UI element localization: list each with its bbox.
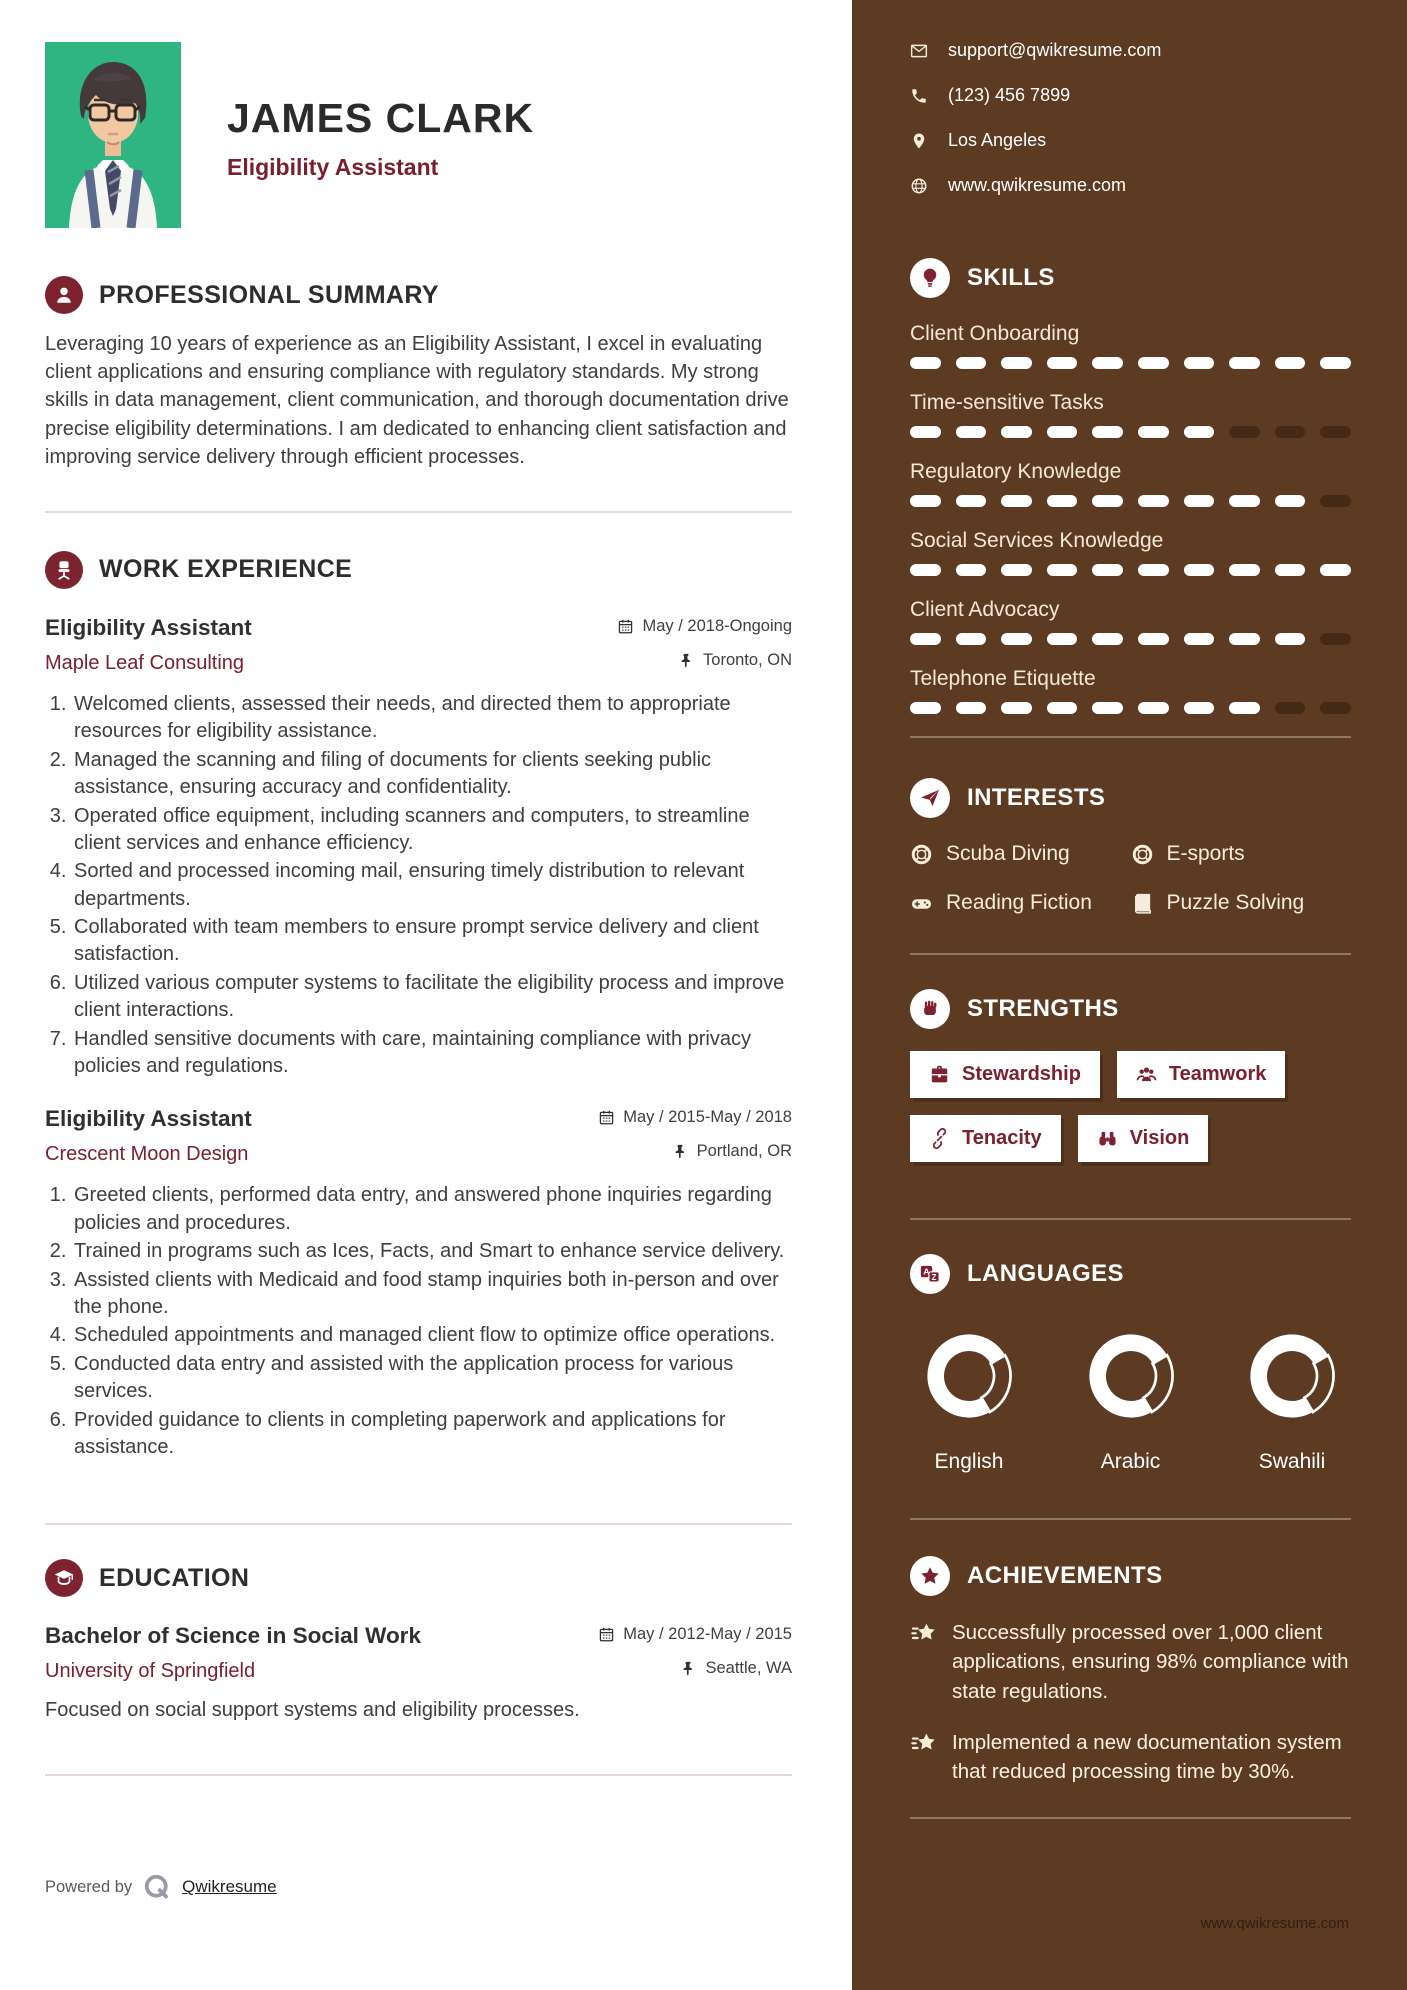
job-title: Eligibility Assistant <box>45 614 252 640</box>
skill-dash <box>1047 702 1078 714</box>
profile-photo <box>45 42 181 228</box>
skill-dash <box>1229 702 1260 714</box>
skill-dash <box>1320 633 1351 645</box>
language-donut-chart <box>1240 1324 1344 1428</box>
skill-dash <box>1320 426 1351 438</box>
office-chair-icon <box>45 551 83 589</box>
education-location: Seattle, WA <box>680 1659 792 1678</box>
pushpin-icon <box>680 1660 697 1677</box>
language-item: English <box>910 1324 1028 1474</box>
divider <box>45 511 792 513</box>
skill-dash <box>1184 564 1215 576</box>
qwikresume-link[interactable]: Qwikresume <box>182 1877 277 1897</box>
paper-plane-icon <box>910 778 950 818</box>
strength-item: Vision <box>1078 1115 1209 1162</box>
section-languages <box>910 1254 1351 1294</box>
strength-icon <box>929 1064 950 1085</box>
language-item: Swahili <box>1233 1324 1351 1474</box>
strength-icon <box>1136 1064 1157 1085</box>
job-list <box>45 615 792 1461</box>
skill-dash <box>1229 495 1260 507</box>
skill-dash <box>1320 702 1351 714</box>
user-icon <box>45 276 83 314</box>
job-bullet: 3. Assisted clients with Medicaid and food stamp inquiries both in-person and over the phone. <box>72 1267 792 1322</box>
achievement-item: Successfully processed over 1,000 client applications, ensuring 98% compliance with state regulations. <box>910 1618 1351 1706</box>
section-skills <box>910 258 1351 298</box>
job-bullet-list <box>45 691 792 1080</box>
strength-icon <box>1097 1128 1118 1149</box>
job-location: Toronto, ON <box>678 651 792 670</box>
job-bullet: 2. Managed the scanning and filing of documents for clients seeking public assistance, ensuring accuracy and confidentiality. <box>72 747 792 802</box>
star-icon <box>910 1556 950 1596</box>
strength-icon <box>929 1128 950 1149</box>
skill-dash <box>1184 357 1215 369</box>
job-entry <box>45 615 792 1080</box>
section-heading: ACHIEVEMENTS <box>967 1562 1163 1589</box>
contact-icon <box>910 132 928 150</box>
skill-dash <box>1047 495 1078 507</box>
skill-dash <box>1138 633 1169 645</box>
skill-dash <box>956 495 987 507</box>
identity-header <box>45 42 792 228</box>
skill-dash <box>1001 357 1032 369</box>
skill-dash <box>1047 357 1078 369</box>
job-bullet-list <box>45 1182 792 1461</box>
education-note: Focused on social support systems and eligibility processes. <box>45 1699 580 1722</box>
contact-list <box>910 40 1351 196</box>
job-bullet: 6. Provided guidance to clients in completing paperwork and applications for assistance. <box>72 1407 792 1462</box>
section-heading: LANGUAGES <box>967 1260 1124 1287</box>
sidebar-divider <box>910 736 1351 738</box>
section-heading: SKILLS <box>967 264 1055 291</box>
lightbulb-icon <box>910 258 950 298</box>
skill-dash <box>910 633 941 645</box>
skills-list <box>910 322 1351 714</box>
job-company: Maple Leaf Consulting <box>45 651 245 674</box>
strength-item: Tenacity <box>910 1115 1061 1162</box>
section-heading: EDUCATION <box>99 1563 250 1592</box>
degree-title: Bachelor of Science in Social Work <box>45 1623 421 1649</box>
strength-item: Teamwork <box>1117 1051 1285 1098</box>
sidebar-divider <box>910 1817 1351 1819</box>
sidebar <box>852 0 1407 1990</box>
achievement-item: Implemented a new documentation system that reduced processing time by 30%. <box>910 1728 1351 1787</box>
interest-icon <box>1131 892 1154 915</box>
section-heading: INTERESTS <box>967 784 1106 811</box>
job-bullet: 2. Trained in programs such as Ices, Facts, and Smart to enhance service delivery. <box>72 1238 792 1265</box>
achievements-list <box>910 1618 1351 1787</box>
skill-dash <box>1275 633 1306 645</box>
skill-dash <box>1275 495 1306 507</box>
person-name: JAMES CLARK <box>227 95 535 141</box>
skill-dash <box>1001 495 1032 507</box>
contact-item[interactable]: support@qwikresume.com <box>910 40 1351 61</box>
skill-dash <box>1092 426 1123 438</box>
section-achievements <box>910 1556 1351 1596</box>
skill-dash <box>1275 426 1306 438</box>
interest-icon <box>910 892 933 915</box>
section-work-experience <box>45 551 792 1461</box>
calendar-icon <box>598 1626 615 1643</box>
watermark: www.qwikresume.com <box>1200 1915 1349 1932</box>
skill-level-bar <box>910 357 1351 369</box>
skill-dash <box>1320 357 1351 369</box>
sidebar-divider <box>910 1218 1351 1220</box>
skill-dash <box>1047 633 1078 645</box>
contact-icon <box>910 87 928 105</box>
powered-by-label: Powered by <box>45 1877 133 1896</box>
skill-level-bar <box>910 495 1351 507</box>
contact-icon <box>910 177 928 195</box>
section-education <box>45 1559 792 1722</box>
skill-dash <box>1092 564 1123 576</box>
skill-dash <box>1001 633 1032 645</box>
skill-item: Social Services Knowledge <box>910 529 1351 576</box>
skill-dash <box>1138 426 1169 438</box>
footer <box>45 1872 792 1902</box>
skill-dash <box>1138 495 1169 507</box>
skill-dash <box>1275 702 1306 714</box>
shooting-star-icon <box>910 1620 937 1647</box>
skill-dash <box>910 564 941 576</box>
skill-dash <box>1092 495 1123 507</box>
skill-dash <box>1275 357 1306 369</box>
job-bullet: 1. Welcomed clients, assessed their needs, and directed them to appropriate resources for eligibility assistance. <box>72 691 792 746</box>
interest-item: E-sports <box>1131 842 1352 866</box>
skill-dash <box>1184 633 1215 645</box>
skill-dash <box>910 495 941 507</box>
job-bullet: 4. Sorted and processed incoming mail, ensuring timely distribution to relevant departments. <box>72 858 792 913</box>
translate-icon <box>910 1254 950 1294</box>
calendar-icon <box>598 1109 615 1126</box>
summary-text: Leveraging 10 years of experience as an Eligibility Assistant, I excel in evaluating client applications and ensuring compliance with regulatory standards. My strong skills in data management, client communication, and thorough documentation drive precise eligibility determinations. I am dedicated to enhancing client satisfaction and improving service delivery through efficient processes. <box>45 333 789 468</box>
skill-level-bar <box>910 702 1351 714</box>
skill-dash <box>1001 426 1032 438</box>
interests-list <box>910 842 1351 915</box>
skill-dash <box>1138 564 1169 576</box>
sidebar-divider <box>910 953 1351 955</box>
section-professional-summary <box>45 276 792 471</box>
skill-dash <box>910 357 941 369</box>
pushpin-icon <box>678 652 695 669</box>
section-heading: WORK EXPERIENCE <box>99 555 353 584</box>
skill-level-bar <box>910 564 1351 576</box>
skill-dash <box>956 426 987 438</box>
section-interests <box>910 778 1351 818</box>
language-donut-chart <box>1079 1324 1183 1428</box>
interest-item: Scuba Diving <box>910 842 1131 866</box>
interest-item: Puzzle Solving <box>1131 891 1352 915</box>
job-entry <box>45 1106 792 1461</box>
graduation-cap-icon <box>45 1559 83 1597</box>
skill-dash <box>956 357 987 369</box>
job-dates: May / 2018-Ongoing <box>617 617 792 636</box>
section-heading: STRENGTHS <box>967 995 1119 1022</box>
skill-dash <box>1092 633 1123 645</box>
school-name: University of Springfield <box>45 1660 256 1683</box>
job-bullet: 4. Scheduled appointments and managed client flow to optimize office operations. <box>72 1322 792 1349</box>
section-heading: PROFESSIONAL SUMMARY <box>99 280 439 309</box>
contact-icon <box>910 42 928 60</box>
skill-item: Client Onboarding <box>910 322 1351 369</box>
skill-item: Time-sensitive Tasks <box>910 391 1351 438</box>
job-bullet: 5. Collaborated with team members to ensure prompt service delivery and client satisfaction. <box>72 914 792 969</box>
section-strengths <box>910 989 1351 1029</box>
skill-dash <box>1229 633 1260 645</box>
fist-icon <box>910 989 950 1029</box>
skill-item: Client Advocacy <box>910 598 1351 645</box>
skill-item: Regulatory Knowledge <box>910 460 1351 507</box>
skill-dash <box>910 702 941 714</box>
skill-dash <box>956 564 987 576</box>
skill-dash <box>956 702 987 714</box>
skill-dash <box>1001 564 1032 576</box>
job-company: Crescent Moon Design <box>45 1143 249 1166</box>
skill-item: Telephone Etiquette <box>910 667 1351 714</box>
job-bullet: 5. Conducted data entry and assisted with the application process for various services. <box>72 1351 792 1406</box>
divider <box>45 1523 792 1525</box>
calendar-icon <box>617 618 634 635</box>
skill-dash <box>1092 357 1123 369</box>
skill-level-bar <box>910 633 1351 645</box>
skill-dash <box>1092 702 1123 714</box>
skill-dash <box>1184 495 1215 507</box>
strength-item: Stewardship <box>910 1051 1100 1098</box>
skill-dash <box>1320 495 1351 507</box>
skill-dash <box>1275 564 1306 576</box>
job-dates: May / 2015-May / 2018 <box>598 1108 792 1127</box>
skill-dash <box>1138 702 1169 714</box>
job-title: Eligibility Assistant <box>45 1106 252 1132</box>
contact-item[interactable]: (123) 456 7899 <box>910 85 1351 106</box>
job-bullet: 7. Handled sensitive documents with care, maintaining compliance with privacy policies and regulations. <box>72 1026 792 1081</box>
language-item: Arabic <box>1072 1324 1190 1474</box>
job-bullet: 3. Operated office equipment, including scanners and computers, to streamline client services and enhance efficiency. <box>72 803 792 858</box>
skill-dash <box>910 426 941 438</box>
skill-dash <box>1229 564 1260 576</box>
skill-dash <box>1184 426 1215 438</box>
contact-item[interactable]: www.qwikresume.com <box>910 175 1351 196</box>
skill-level-bar <box>910 426 1351 438</box>
education-dates: May / 2012-May / 2015 <box>598 1625 792 1644</box>
interest-icon <box>1131 843 1154 866</box>
interest-item: Reading Fiction <box>910 891 1131 915</box>
pushpin-icon <box>672 1143 689 1160</box>
skill-dash <box>1138 357 1169 369</box>
skill-dash <box>1047 426 1078 438</box>
job-bullet: 1. Greeted clients, performed data entry, and answered phone inquiries regarding policies and procedures. <box>72 1182 792 1237</box>
skill-dash <box>1184 702 1215 714</box>
job-location: Portland, OR <box>672 1142 792 1161</box>
languages-list <box>910 1324 1351 1474</box>
interest-icon <box>910 843 933 866</box>
divider <box>45 1774 792 1776</box>
skill-dash <box>1320 564 1351 576</box>
qwikresume-logo-icon <box>142 1872 172 1902</box>
sidebar-divider <box>910 1518 1351 1520</box>
strengths-list <box>910 1051 1351 1162</box>
language-donut-chart <box>917 1324 1021 1428</box>
job-bullet: 6. Utilized various computer systems to facilitate the eligibility process and improve client interactions. <box>72 970 792 1025</box>
skill-dash <box>1229 357 1260 369</box>
skill-dash <box>1001 702 1032 714</box>
skill-dash <box>1047 564 1078 576</box>
person-title: Eligibility Assistant <box>227 154 439 181</box>
contact-item[interactable]: Los Angeles <box>910 130 1351 151</box>
skill-dash <box>956 633 987 645</box>
shooting-star-icon <box>910 1730 937 1757</box>
skill-dash <box>1229 426 1260 438</box>
